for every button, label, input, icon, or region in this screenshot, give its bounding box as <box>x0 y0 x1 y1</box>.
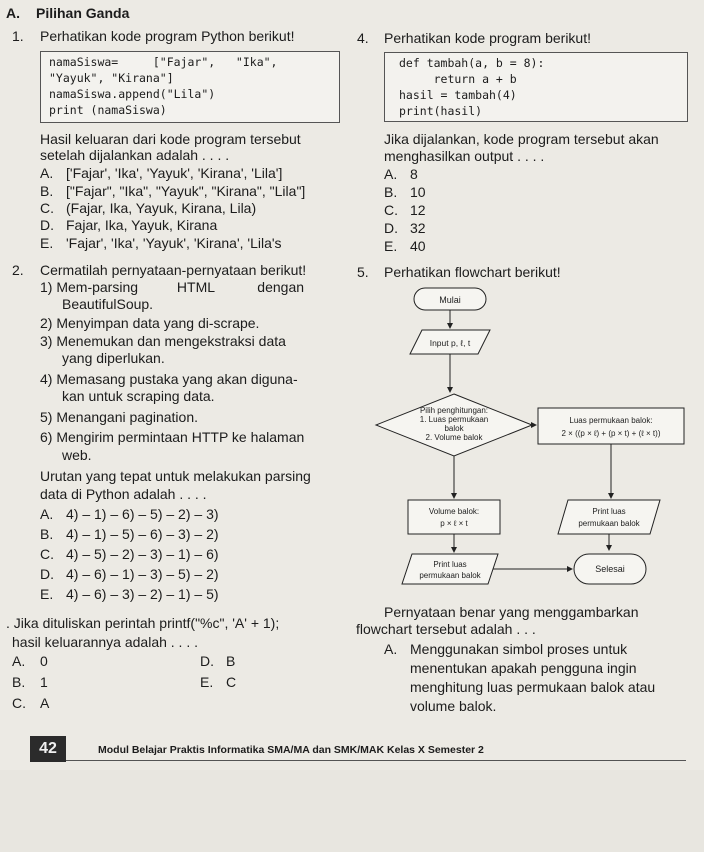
q5-option-text: menghitung luas permukaan balok atau <box>410 679 656 695</box>
q3-option-letter: A. <box>12 653 26 669</box>
q1-option-text: Fajar, Ika, Yayuk, Kirana <box>66 217 218 233</box>
flowchart-volume-process <box>408 500 500 534</box>
q2-statement: 2) Menyimpan data yang di-scrape. <box>40 315 260 331</box>
q2-statement-cont: web. <box>62 447 92 463</box>
q2-statement: 3) Menemukan dan mengekstraksi data <box>40 333 286 349</box>
section-title: Pilihan Ganda <box>36 5 130 21</box>
q1-option-letter: D. <box>40 217 54 233</box>
flowchart-start-label: Mulai <box>439 295 461 305</box>
flowchart-decision-text: balok <box>444 424 464 433</box>
q1-prompt: Perhatikan kode program Python berikut! <box>40 28 295 44</box>
q3-option-text: A <box>40 695 50 711</box>
flowchart-decision-text: 1. Luas permukaan <box>419 415 489 424</box>
q4-question-line: Jika dijalankan, kode program tersebut akan <box>384 131 659 147</box>
flowchart-end-label: Selesai <box>595 564 625 574</box>
q4-number: 4. <box>357 30 369 46</box>
q3-question-line: . Jika dituliskan perintah printf("%c", 'A' + 1); <box>6 615 280 631</box>
q4-option-letter: C. <box>384 202 398 218</box>
q4-code-line: hasil = tambah(4) <box>399 88 517 102</box>
q1-option-text: ['Fajar', 'Ika', 'Yayuk', 'Kirana', 'Lila'] <box>66 165 283 181</box>
q2-option-text: 4) – 5) – 2) – 3) – 1) – 6) <box>66 546 219 562</box>
q3-option-text: B <box>226 653 236 669</box>
q4-option-text: 8 <box>410 166 418 182</box>
flowchart-print-surface-text: Print luas <box>592 507 626 516</box>
q2-statement: 4) Memasang pustaka yang akan diguna- <box>40 371 298 387</box>
q5-option-text: menentukan apakah pengguna ingin <box>410 660 637 676</box>
q2-option-letter: E. <box>40 586 54 602</box>
flowchart-volume-text: p × ℓ × t <box>440 519 468 528</box>
flowchart <box>350 280 690 590</box>
flowchart-print-surface-text: permukaan balok <box>578 519 640 528</box>
q3-option-letter: D. <box>200 653 214 669</box>
q1-number: 1. <box>12 28 24 44</box>
q2-question-line: Urutan yang tepat untuk melakukan parsing <box>40 468 311 484</box>
q4-option-text: 40 <box>410 238 426 254</box>
q3-option-text: C <box>226 674 237 690</box>
q2-option-text: 4) – 1) – 6) – 5) – 2) – 3) <box>66 506 219 522</box>
q2-option-letter: D. <box>40 566 54 582</box>
q2-option-letter: C. <box>40 546 54 562</box>
flowchart-surface-text: Luas permukaan balok: <box>569 416 653 425</box>
q1-option-letter: B. <box>40 183 54 199</box>
q1-code-line: namaSiswa= ["Fajar", "Ika", <box>49 55 278 69</box>
q4-option-letter: E. <box>384 238 398 254</box>
q2-option-text: 4) – 6) – 1) – 3) – 5) – 2) <box>66 566 219 582</box>
q3-option-text: 1 <box>40 674 48 690</box>
q4-option-text: 12 <box>410 202 426 218</box>
q3-option-text: 0 <box>40 653 48 669</box>
q4-option-letter: D. <box>384 220 398 236</box>
q1-question-line: Hasil keluaran dari kode program tersebut <box>40 131 301 147</box>
q5-number: 5. <box>357 264 369 280</box>
q4-code-line: print(hasil) <box>399 104 483 118</box>
q1-option-text: ["Fajar", "Ika", "Yayuk", "Kirana", "Lila"] <box>66 183 306 199</box>
q4-code-block <box>384 52 688 122</box>
q2-option-letter: A. <box>40 506 54 522</box>
flowchart-volume-text: Volume balok: <box>428 507 480 516</box>
flowchart-print-volume-text: Print luas <box>433 560 467 569</box>
q4-option-letter: B. <box>384 184 398 200</box>
q2-statement-cont: kan untuk scraping data. <box>62 388 215 404</box>
q1-question-line: setelah dijalankan adalah . . . . <box>40 147 230 163</box>
q1-code-block <box>40 51 340 123</box>
q2-statement: 5) Menangani pagination. <box>40 409 199 425</box>
q1-option-text: 'Fajar', 'Ika', 'Yayuk', 'Kirana', 'Lila's <box>66 235 282 251</box>
q2-statement-cont: BeautifulSoup. <box>62 296 154 312</box>
q2-option-letter: B. <box>40 526 54 542</box>
q2-option-text: 4) – 1) – 5) – 6) – 3) – 2) <box>66 526 219 542</box>
q5-question-line: flowchart tersebut adalah . . . <box>356 621 536 637</box>
q1-option-letter: E. <box>40 235 54 251</box>
q1-code-line: namaSiswa.append("Lila") <box>49 87 216 101</box>
q5-prompt: Perhatikan flowchart berikut! <box>384 264 561 280</box>
q1-option-text: (Fajar, Ika, Yayuk, Kirana, Lila) <box>66 200 257 216</box>
q3-option-letter: B. <box>12 674 26 690</box>
footer-book-title: Modul Belajar Praktis Informatika SMA/MA dan SMK/MAK Kelas X Semester 2 <box>98 744 484 756</box>
q2-statement: 1) Mem-parsing HTML dengan <box>40 279 305 295</box>
q3-option-letter: C. <box>12 695 26 711</box>
flowchart-decision-text: 2. Volume balok <box>425 433 483 442</box>
q4-option-text: 32 <box>410 220 426 236</box>
q2-statement: 6) Mengirim permintaan HTTP ke halaman <box>40 429 305 445</box>
q2-statement-cont: yang diperlukan. <box>62 350 165 366</box>
flowchart-surface-text: 2 × ((p × ℓ) + (p × t) + (ℓ × t)) <box>561 429 661 438</box>
q1-option-letter: C. <box>40 200 54 216</box>
q5-option-text: Menggunakan simbol proses untuk <box>410 641 628 657</box>
q2-question-line: data di Python adalah . . . . <box>40 486 207 502</box>
page-number: 42 <box>30 736 66 762</box>
q2-option-text: 4) – 6) – 3) – 2) – 1) – 5) <box>66 586 219 602</box>
section-letter: A. <box>6 5 20 21</box>
flowchart-input-label: Input p, ℓ, t <box>429 338 471 348</box>
q4-option-text: 10 <box>410 184 426 200</box>
q5-option-text: volume balok. <box>410 698 497 714</box>
flowchart-decision-text: Pilih penghitungan: <box>419 406 489 415</box>
q4-code-line: def tambah(a, b = 8): <box>399 56 545 70</box>
q4-option-letter: A. <box>384 166 398 182</box>
q4-prompt: Perhatikan kode program berikut! <box>384 30 591 46</box>
q4-question-line: menghasilkan output . . . . <box>384 148 545 164</box>
footer-divider <box>66 760 686 761</box>
q4-code-line: return a + b <box>399 72 517 86</box>
q5-question-line: Pernyataan benar yang menggambarkan <box>384 604 639 620</box>
flowchart-surface-process <box>538 408 684 444</box>
q3-question-line: hasil keluarannya adalah . . . . <box>12 634 199 650</box>
page-bottom-margin <box>0 770 704 852</box>
flowchart-print-volume-text: permukaan balok <box>419 571 481 580</box>
q1-option-letter: A. <box>40 165 54 181</box>
q5-option-letter: A. <box>384 641 398 657</box>
flowchart-print-surface-shape <box>558 500 660 534</box>
q3-option-letter: E. <box>200 674 214 690</box>
q2-number: 2. <box>12 262 24 278</box>
q2-prompt: Cermatilah pernyataan-pernyataan berikut! <box>40 262 307 278</box>
q1-code-line: "Yayuk", "Kirana"] <box>49 71 174 85</box>
q1-code-line: print (namaSiswa) <box>49 103 167 117</box>
